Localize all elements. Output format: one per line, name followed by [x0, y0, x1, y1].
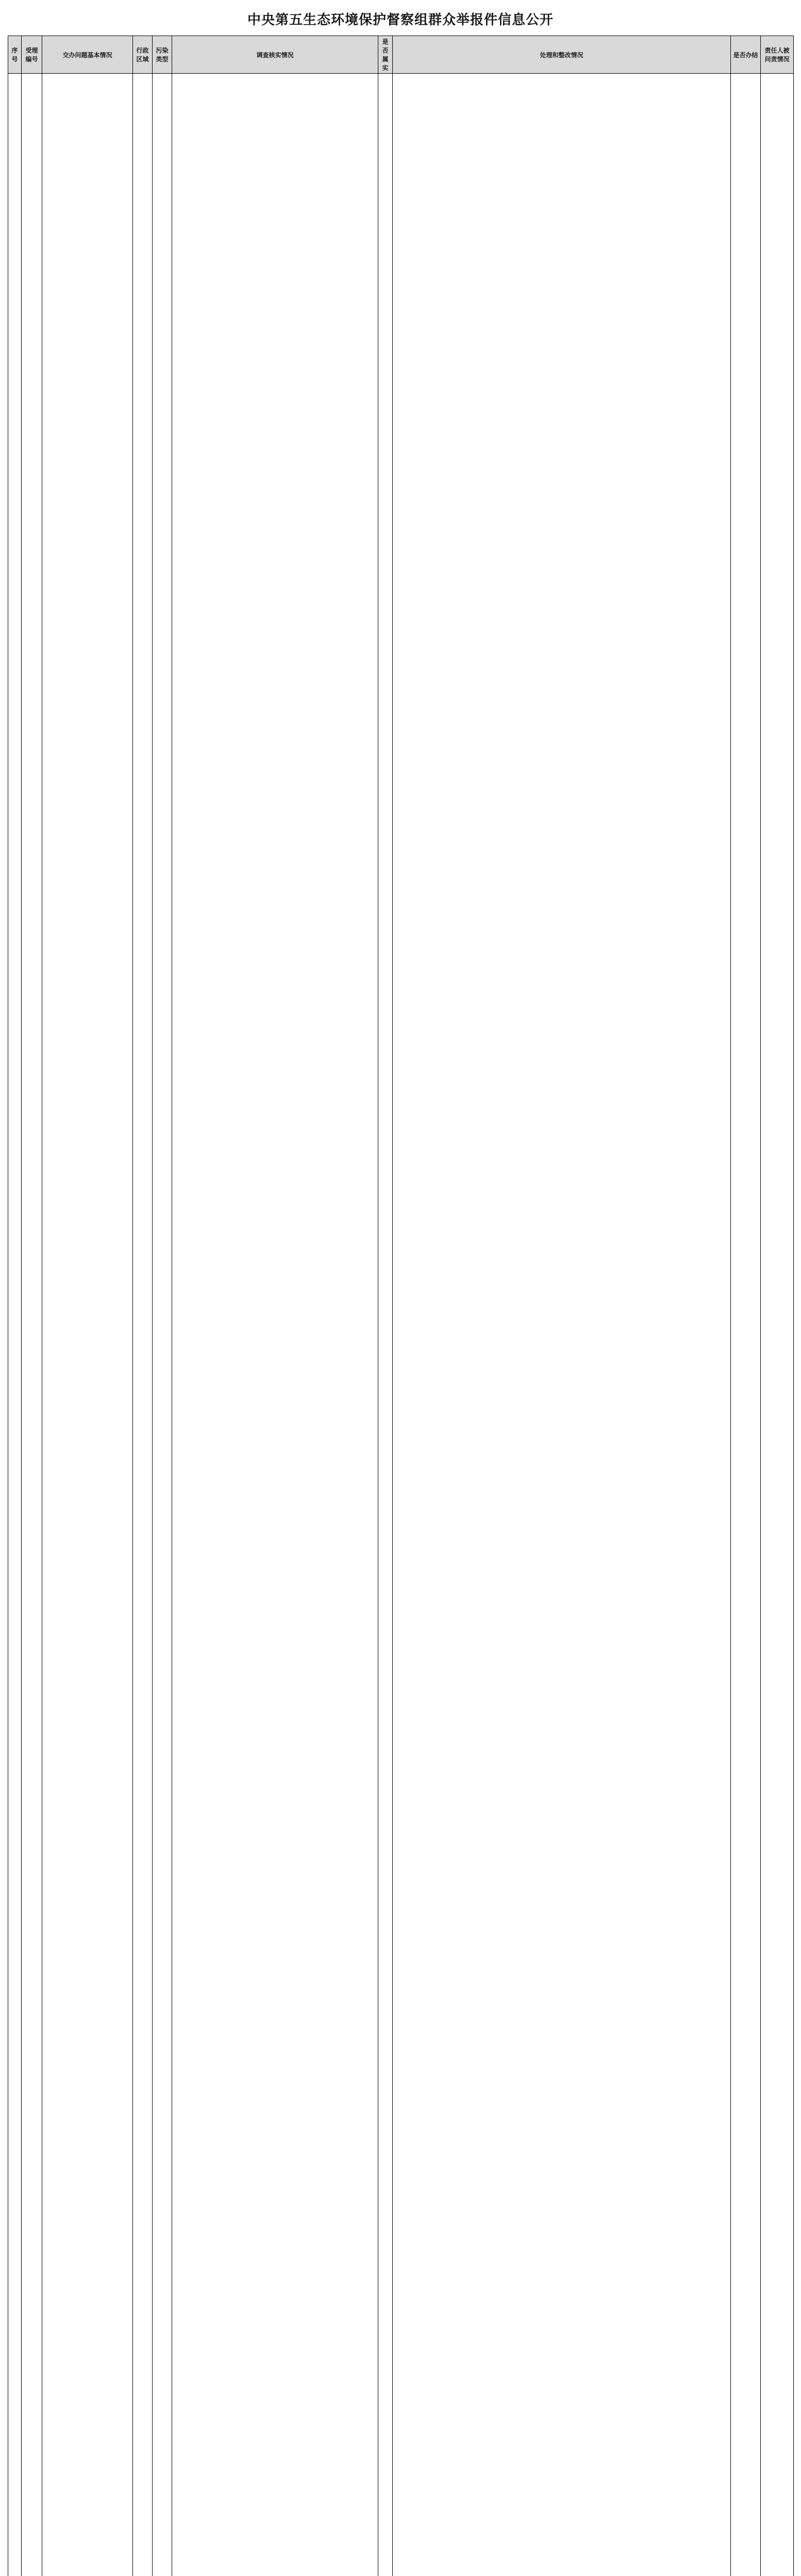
header-index: 序号 [8, 36, 22, 74]
cell-case-number [22, 74, 42, 2576]
cell-completed [731, 74, 761, 2576]
complaint-table [8, 36, 794, 2576]
table-row [8, 74, 794, 2576]
header-completed: 是否办结 [731, 36, 761, 74]
cell-verified [378, 74, 393, 2576]
header-accountability: 责任人被问责情况 [761, 36, 794, 74]
page-title: 中央第五生态环境保护督察组群众举报件信息公开 [247, 12, 554, 28]
cell-index [8, 74, 22, 2576]
table-header-row [8, 36, 794, 74]
header-handling: 处理和整改情况 [393, 36, 731, 74]
cell-issue-summary [42, 74, 133, 2576]
header-investigation: 调查核实情况 [172, 36, 378, 74]
cell-handling [393, 74, 731, 2576]
cell-investigation [172, 74, 378, 2576]
header-issue-summary: 交办问题基本情况 [42, 36, 133, 74]
cell-region [133, 74, 153, 2576]
header-verified: 是否属实 [378, 36, 393, 74]
header-region: 行政区域 [133, 36, 153, 74]
cell-accountability [761, 74, 794, 2576]
header-pollution-type: 污染类型 [153, 36, 172, 74]
cell-pollution-type [153, 74, 172, 2576]
header-case-number: 受理编号 [22, 36, 42, 74]
table-body [8, 74, 794, 2576]
document-page [8, 0, 793, 2576]
